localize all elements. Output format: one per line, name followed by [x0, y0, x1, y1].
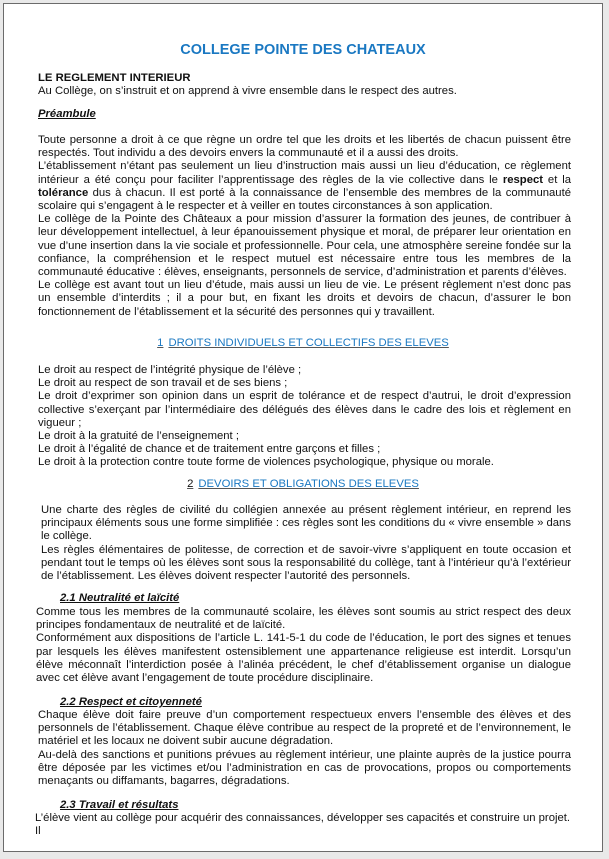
text-run: dus à chacun. Il est porté à la connaissance de l’ensemble des membres de la communauté scolaire qui s’engagent à le respecter et à veiller en toutes circonstances à son application. — [38, 186, 571, 213]
section-paragraph: Au-delà des sanctions et punitions prévues au règlement intérieur, une plainte auprès de la justice pourra être déposée par les victimes et/ou l’administration en cas de provocations, propos ou comportements menaçants ou diffamants, bagarres, dégradations. — [38, 748, 571, 788]
list-item: Le droit d’exprimer son opinion dans un esprit de tolérance et de respect d’autrui, le droit d’expression collective s’exerçant par l’intermédiaire des délégués des élèves dans le cadre des lois et règlement en vigueur ; — [38, 390, 571, 429]
list-item: Le droit au respect de son travail et de ses biens ; — [38, 377, 288, 390]
section-2-body — [41, 504, 571, 583]
section-paragraph: Une charte des règles de civilité du collégien annexée au présent règlement intérieur, en reprend les principaux éléments sous une forme simplifiée : ces règles sont les conditions du « vivre ensemble » dans le collège. — [41, 504, 571, 543]
bold-tolerance: tolérance — [38, 186, 89, 199]
preamble-paragraph: Toute personne a droit à ce que règne un ordre tel que les droits et les libertés de chacun puissent être respectés. Tout individu a des devoirs envers la communauté et il a aussi des droits. — [38, 134, 571, 160]
section-paragraph: L’élève vient au collège pour acquérir des connaissances, développer ses capacités et construire un projet. Il — [35, 812, 571, 838]
section-paragraph: Les règles élémentaires de politesse, de correction et de savoir-vivre s’appliquent en toute occasion et pendant tout le temps où les élèves sont sous la responsabilité du collège, tant à l’intérieur qu’à l’extérieur de l’établissement. Les élèves doivent respecter l’autorité des personnels. — [41, 543, 571, 583]
section-1-heading — [4, 337, 602, 349]
intro-text: Au Collège, on s’instruit et on apprend à vivre ensemble dans le respect des autres. — [38, 85, 457, 98]
section-paragraph: Conformément aux dispositions de l’article L. 141-5-1 du code de l’éducation, le port des signes et tenues par lesquels les élèves manifestent ostensiblement une appartenance religieuse est interdit. Lorsqu’un élève méconnaît l’interdiction posée à l’alinéa précédent, le chef d’établissement organise un dialogue avec cet élève avant l’engagement de toute procédure disciplinaire. — [36, 632, 571, 685]
text-run: et la — [543, 173, 571, 186]
preamble-paragraph: Le collège est avant tout un lieu d’étude, mais aussi un lieu de vie. Le présent règlement n’est donc pas un ensemble d’interdits ; il a pour but, en fixant les droits et devoirs de chacun, d’assurer le bon fonctionnement de l’établissement et la sécurité des personnes qui y travaillent. — [38, 279, 571, 318]
list-item: Le droit à la protection contre toute forme de violences psychologique, physique ou morale. — [38, 456, 494, 469]
regulation-heading: LE REGLEMENT INTERIEUR — [38, 72, 191, 84]
subsection-2-1-body — [36, 606, 571, 685]
section-2-heading — [4, 478, 602, 490]
section-number: 1 — [157, 337, 164, 349]
section-1-list — [38, 364, 571, 470]
document-page — [3, 3, 603, 852]
preamble-paragraph: Le collège de la Pointe des Châteaux a pour mission d’assurer la formation des jeunes, de contribuer à leur développement intellectuel, à leur épanouissement physique et moral, de préparer leur orientation en vue d’une insertion dans la vie sociale et professionnelle. Pour cela, une atmosphère sereine fondée sur la confiance, la compréhension et le respect mutuel est nécessaire entre tous les membres de la communauté éducative : élèves, enseignants, personnels de service, d’administration et parents d’élèves. — [38, 213, 571, 279]
section-title: DROITS INDIVIDUELS ET COLLECTIFS DES ELEVES — [168, 337, 449, 349]
subsection-2-2-title: 2.2 Respect et citoyenneté — [60, 696, 202, 708]
section-paragraph: Chaque élève doit faire preuve d’un comportement respectueux envers l’ensemble des élèves et des personnels de l’établissement. Chaque élève contribue au respect de la propreté et de l’environnement, le matériel et les locaux ne doivent subir aucune dégradation. — [38, 709, 571, 748]
section-paragraph: Comme tous les membres de la communauté scolaire, les élèves sont soumis au strict respect des deux principes fondamentaux de neutralité et de laïcité. — [36, 606, 571, 632]
preamble-body — [38, 134, 571, 319]
list-item: Le droit à la gratuité de l’enseignement ; — [38, 430, 239, 443]
section-number: 2 — [187, 478, 194, 490]
subsection-2-3-title: 2.3 Travail et résultats — [60, 799, 179, 811]
preamble-paragraph — [38, 160, 571, 213]
document-title: COLLEGE POINTE DES CHATEAUX — [180, 42, 426, 58]
preamble-title: Préambule — [38, 108, 96, 120]
header-block — [38, 72, 571, 98]
list-item: Le droit à l’égalité de chance et de traitement entre garçons et filles ; — [38, 443, 381, 456]
subsection-2-2-body — [38, 709, 571, 788]
text-run: L’établissement n’étant pas seulement un lieu d’instruction mais aussi un lieu d’éducation, ce règlement intérieur a été conçu pour faciliter l’apprentissage des règles de la vie collective dans le — [38, 160, 571, 186]
bold-respect: respect — [502, 173, 544, 186]
subsection-2-3-body — [35, 812, 575, 838]
section-title: DEVOIRS ET OBLIGATIONS DES ELEVES — [198, 478, 419, 490]
list-item: Le droit au respect de l’intégrité physique de l’élève ; — [38, 364, 302, 376]
subsection-2-1-title: 2.1 Neutralité et laïcité — [60, 592, 180, 604]
